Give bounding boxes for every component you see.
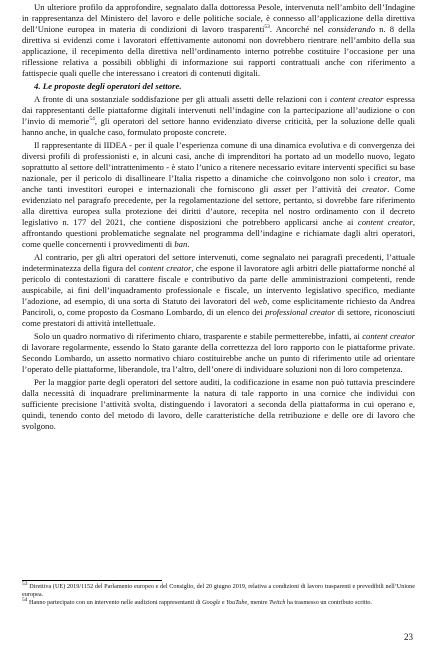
text-run: Solo un quadro normativo di riferimento chiaro, trasparente e stabile permetterebbe, infatti, ai xyxy=(34,331,360,341)
footnote-text: Direttiva (UE) 2019/1152 del Parlamento europeo e del Consiglio, del 20 giugno 2019, relativa a condizioni di lavoro trasparenti e prevedibili nell’Unione europea. xyxy=(22,583,416,598)
paragraph-codification: Per la maggior parte degli operatori del settore auditi, la codificazione in esame non può tuttavia prescindere dalla necessità di inquadrare preliminarmente la natura di tale rapporto in una cornice che individui con sufficiente precisione l’attività svolta, distinguendo i lavoratori a seconda della piattaforma in cui operano e, quindi, tenendo conto del metodo di lavoro, delle caratteristiche della retribuzione e delle ore di lavoro che svolgono. xyxy=(22,377,415,431)
text-run: espressa dai rappresentanti delle piattaforme digitali intervenuti nell’indagine con la partecipazione all’audizione o con l’invio di memorie xyxy=(22,94,415,126)
footnote-text: e xyxy=(221,599,225,607)
italic-term: web xyxy=(253,296,268,306)
footnote-number: 54 xyxy=(22,597,28,604)
footnote-54 xyxy=(22,599,415,607)
paragraph-platforms xyxy=(22,94,415,138)
italic-term: creator xyxy=(362,184,388,194)
text-run: , ma anche tanti investitori europei e internazionali che forniscono gli xyxy=(22,173,415,194)
text-run: di lavorare regolarmente, essendo lo Stato garante della correttezza del loro rapporto con le piattaforme private. Secondo Lombardo, un assetto normativo chiaro costituirebbe anche un punto di riferimento utile ad orientare l’operato delle piattaforme, liberandole, tra l’altro, dell’onere di individuare soluzioni non di loro competenza. xyxy=(22,342,415,374)
paragraph-regulatory-framework xyxy=(22,331,415,375)
paragraph-iidea xyxy=(22,140,415,250)
italic-term: content creator xyxy=(138,263,192,273)
footnotes xyxy=(22,580,416,608)
text-run: . Ancorché nel xyxy=(269,24,324,34)
text-run: Il rappresentante di IIDEA - per il quale l’esperienza comune di una dinamica evolutiva e di convergenza dei diversi profili di professionisti e, in alcuni casi, anche di imprenditori ha portato ad un modello nuovo, legato soprattutto al settore dell’intrattenimento - è stato l’unico a ritenere necessario evitare interventi specifici su base nazionale, per il pericolo di disallineare l’Italia rispetto a dinamiche che coinvolgono non solo i xyxy=(22,140,415,183)
text-run: , affrontando questioni problematiche segnalate nel programma dell’indagine e richiamate dagli altri operatori, come quelle concernenti i provvedimenti di xyxy=(22,217,416,249)
paragraph-eu-directive xyxy=(22,2,415,79)
footnote-ref-54[interactable]: 54 xyxy=(89,116,95,123)
text-run: , che espone il lavoratore agli arbitri delle piattaforme nonché al pericolo di contestazioni di carattere fiscale e contributivo da parte delle amministrazioni competenti, rende auspicabile, ai fini dell’inquadramento professionale e fiscale, un intervento legislativo specifico, mediante l’adozione, ad esempio, di una sorta di Statuto dei lavoratori del xyxy=(22,263,415,306)
footnote-number: 53 xyxy=(22,580,28,587)
brand-name: YouTube xyxy=(226,599,248,607)
text-run: , come esplicitamente richiesto da Andrea Panciroli, o, come proposto da Cosmano Lombardo, di un elenco dei xyxy=(22,296,415,317)
italic-term: content creator xyxy=(357,217,413,227)
body-text xyxy=(22,2,415,434)
footnote-ref-53[interactable]: 53 xyxy=(264,24,270,31)
text-run: A fronte di una sostanziale soddisfazione per gli attuali assetti delle relazioni con i xyxy=(34,94,328,104)
italic-term: professional creator xyxy=(265,307,335,317)
text-run: Un ulteriore profilo da approfondire, segnalato dalla dottoressa Pesole, intervenuta nell’ambito dell’Indagine in rappresentanza del Ministero del lavoro e delle politiche sociale, è connesso all’applicazione della direttiva dell’Unione europea in materia di condizioni di lavoro trasparenti xyxy=(22,2,415,34)
italic-term: asset xyxy=(273,184,291,194)
text-run: . Come evidenziato nel paragrafo precedente, per la regolamentazione del settore, pertanto, si dovrebbe fare riferimento alla direttiva europea sulla protezione dei diritti d’autore, recepita nel nostro ordinamento con il decreto legislativo n. 177 del 2021, che contiene disposizioni che potrebbero applicarsi anche ai xyxy=(22,184,416,227)
footnote-text: ha trasmesso un contributo scritto. xyxy=(287,599,373,607)
italic-term: considerando xyxy=(328,24,376,34)
paragraph-other-operators xyxy=(22,252,415,329)
footnote-text: Hanno partecipato con un intervento nelle audizioni rappresentanti di xyxy=(29,599,201,607)
brand-name: Twitch xyxy=(269,599,286,607)
footnote-53 xyxy=(22,580,416,598)
text-run: per l’attività dei xyxy=(295,184,357,194)
text-run: . xyxy=(187,239,190,249)
italic-term: creator xyxy=(373,173,399,183)
italic-term: content creator xyxy=(362,331,415,341)
brand-name: Google xyxy=(202,599,221,607)
italic-term: ban xyxy=(174,239,188,249)
italic-term: content creator xyxy=(330,94,384,104)
footnote-separator xyxy=(22,580,162,581)
text-run: di settore, riconosciuti come prestatori di attività intellettuale. xyxy=(22,307,416,328)
text-run: n. 8 della direttiva si evidenzi come i lavoratori effettivamente autonomi non dovrebbero rientrare nell’ambito della sua applicazione, il recepimento della direttiva nell’ordinamento interno potrebbe costituire l’occasione per una riflessione relativa a possibili obblighi di informazione sui rapporti contrattuali anche con riferimento a fattispecie quali quelle che interessano i creatori di contenuti digitali. xyxy=(22,24,415,78)
text-run: Al contrario, per gli altri operatori del settore intervenuti, come segnalato nei paragrafi precedenti, l’attuale indeterminatezza della figura del xyxy=(22,252,415,273)
footnote-text: , mentre xyxy=(247,599,268,607)
page-number: 23 xyxy=(404,632,413,642)
text-run: , gli operatori del settore hanno evidenziato diverse criticità, per la soluzione delle quali hanno anche, in qualche caso, formulato proposte concrete. xyxy=(22,116,415,137)
section-heading: 4. Le proposte degli operatori del settore. xyxy=(34,81,182,91)
